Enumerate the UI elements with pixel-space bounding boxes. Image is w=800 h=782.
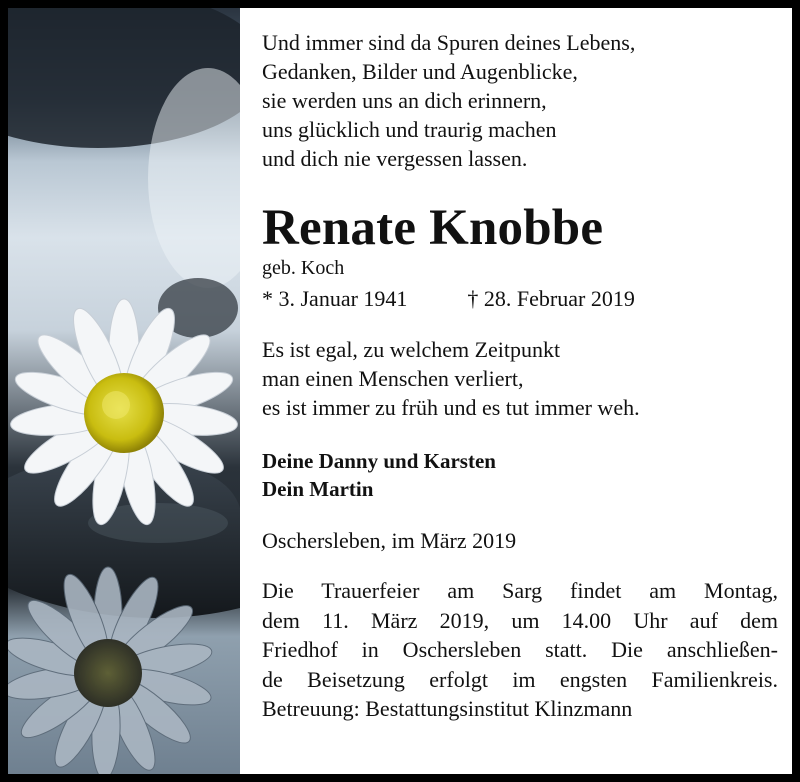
daisy-photo	[8, 8, 240, 774]
notice-line: Die Trauerfeier am Sarg findet am Montag,	[262, 578, 778, 603]
mourner-line: Deine Danny und Karsten	[262, 449, 496, 473]
quote-line: es ist immer zu früh und es tut immer weh.	[262, 395, 640, 420]
life-dates	[262, 285, 778, 313]
poem	[262, 28, 778, 173]
obituary-text	[262, 28, 778, 724]
mourner-line: Dein Martin	[262, 477, 374, 501]
funeral-notice	[262, 576, 778, 724]
quote-line: man einen Menschen verliert,	[262, 366, 524, 391]
poem-line: uns glücklich und traurig machen	[262, 117, 557, 142]
birth-name: geb. Koch	[262, 257, 345, 279]
place-date: Oschersleben, im März 2019	[262, 528, 517, 553]
quote-line: Es ist egal, zu welchem Zeitpunkt	[262, 337, 561, 362]
birth-date: * 3. Januar 1941	[262, 286, 408, 311]
notice-line: de Beisetzung erfolgt im engsten Familienkreis.	[262, 666, 778, 692]
notice-line: dem 11. März 2019, um 14.00 Uhr auf dem	[262, 607, 778, 633]
poem-line: und dich nie vergessen lassen.	[262, 146, 528, 171]
quote	[262, 335, 778, 422]
poem-line: Gedanken, Bilder und Augenblicke,	[262, 59, 578, 84]
poem-line: sie werden uns an dich erinnern,	[262, 88, 547, 113]
death-date: † 28. Februar 2019	[467, 286, 635, 311]
deceased-name: Renate Knobbe	[262, 200, 604, 256]
mourners	[262, 447, 778, 503]
notice-line: Betreuung: Bestattungsinstitut Klinzmann	[262, 696, 633, 721]
notice-line: Friedhof in Oschersleben statt. Die anschließen-	[262, 637, 778, 662]
obituary-card	[8, 8, 792, 774]
poem-line: Und immer sind da Spuren deines Lebens,	[262, 30, 636, 55]
